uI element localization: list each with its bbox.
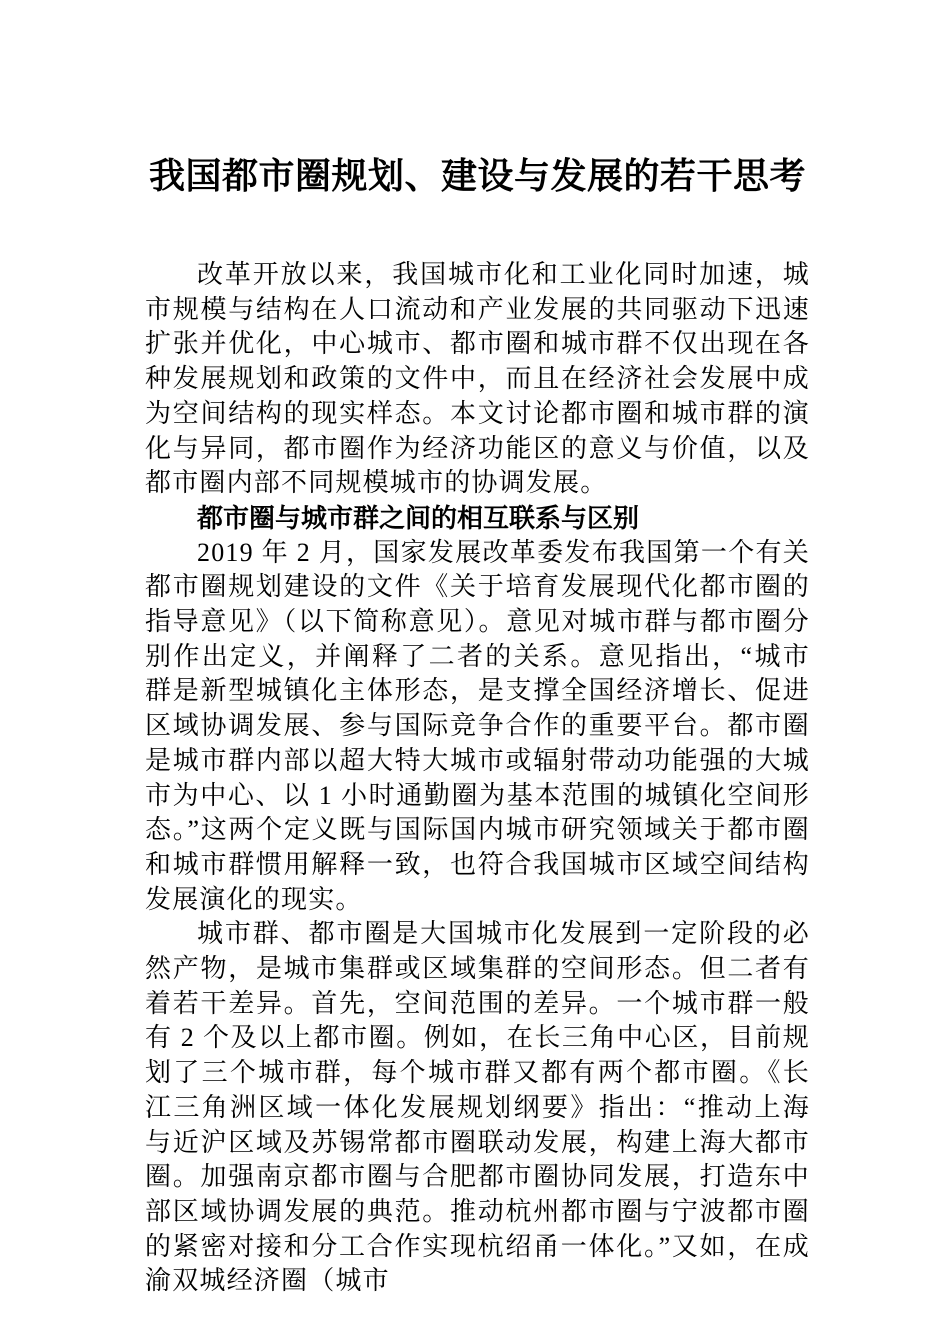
text-column (145, 0, 810, 1299)
section-heading: 都市圈与城市群之间的相互联系与区别 (197, 502, 640, 533)
intro-paragraph: 改革开放以来，我国城市化和工业化同时加速，城市规模与结构在人口流动和产业发展的共同驱动下迅速扩张并优化，中心城市、都市圈和城市群不仅出现在各种发展规划和政策的文件中，而且在经济社会发展中成为空间结构的现实样态。本文讨论都市圈和城市群的演化与异同，都市圈作为经济功能区的意义与价值，以及都市圈内部不同规模城市的协调发展。 (145, 260, 810, 498)
document-title: 我国都市圈规划、建设与发展的若干思考 (148, 156, 806, 196)
body-paragraph-differences: 城市群、都市圈是大国城市化发展到一定阶段的必然产物，是城市集群或区域集群的空间形态。但二者有着若干差异。首先，空间范围的差异。一个城市群一般有 2 个及以上都市圈。例如，在长三角中心区，目前规划了三个城市群，每个城市群又都有两个都市圈。《长江三角洲区域一体化发展规划纲要》指出：“推动上海与近沪区域及苏锡常都市圈联动发展，构建上海大都市圈。加强南京都市圈与合肥都市圈协同发展，打造东中部区域协调发展的典范。推动杭州都市圈与宁波都市圈的紧密对接和分工合作实现杭绍甬一体化。”又如，在成渝双城经济圈（城市 (145, 919, 810, 1296)
body-paragraph-definitions: 2019 年 2 月，国家发展改革委发布我国第一个有关都市圈规划建设的文件《关于培育发展现代化都市圈的指导意见》（以下简称意见）。意见对城市群与都市圈分别作出定义，并阐释了二者的关系。意见指出，“城市群是新型城镇化主体形态，是支撑全国经济增长、促进区域协调发展、参与国际竞争合作的重要平台。都市圈是城市群内部以超大特大城市或辐射带动功能强的大城市为中心、以 1 小时通勤圈为基本范围的城镇化空间形态。”这两个定义既与国际国内城市研究领域关于都市圈和城市群惯用解释一致，也符合我国城市区域空间结构发展演化的现实。 (145, 537, 810, 914)
